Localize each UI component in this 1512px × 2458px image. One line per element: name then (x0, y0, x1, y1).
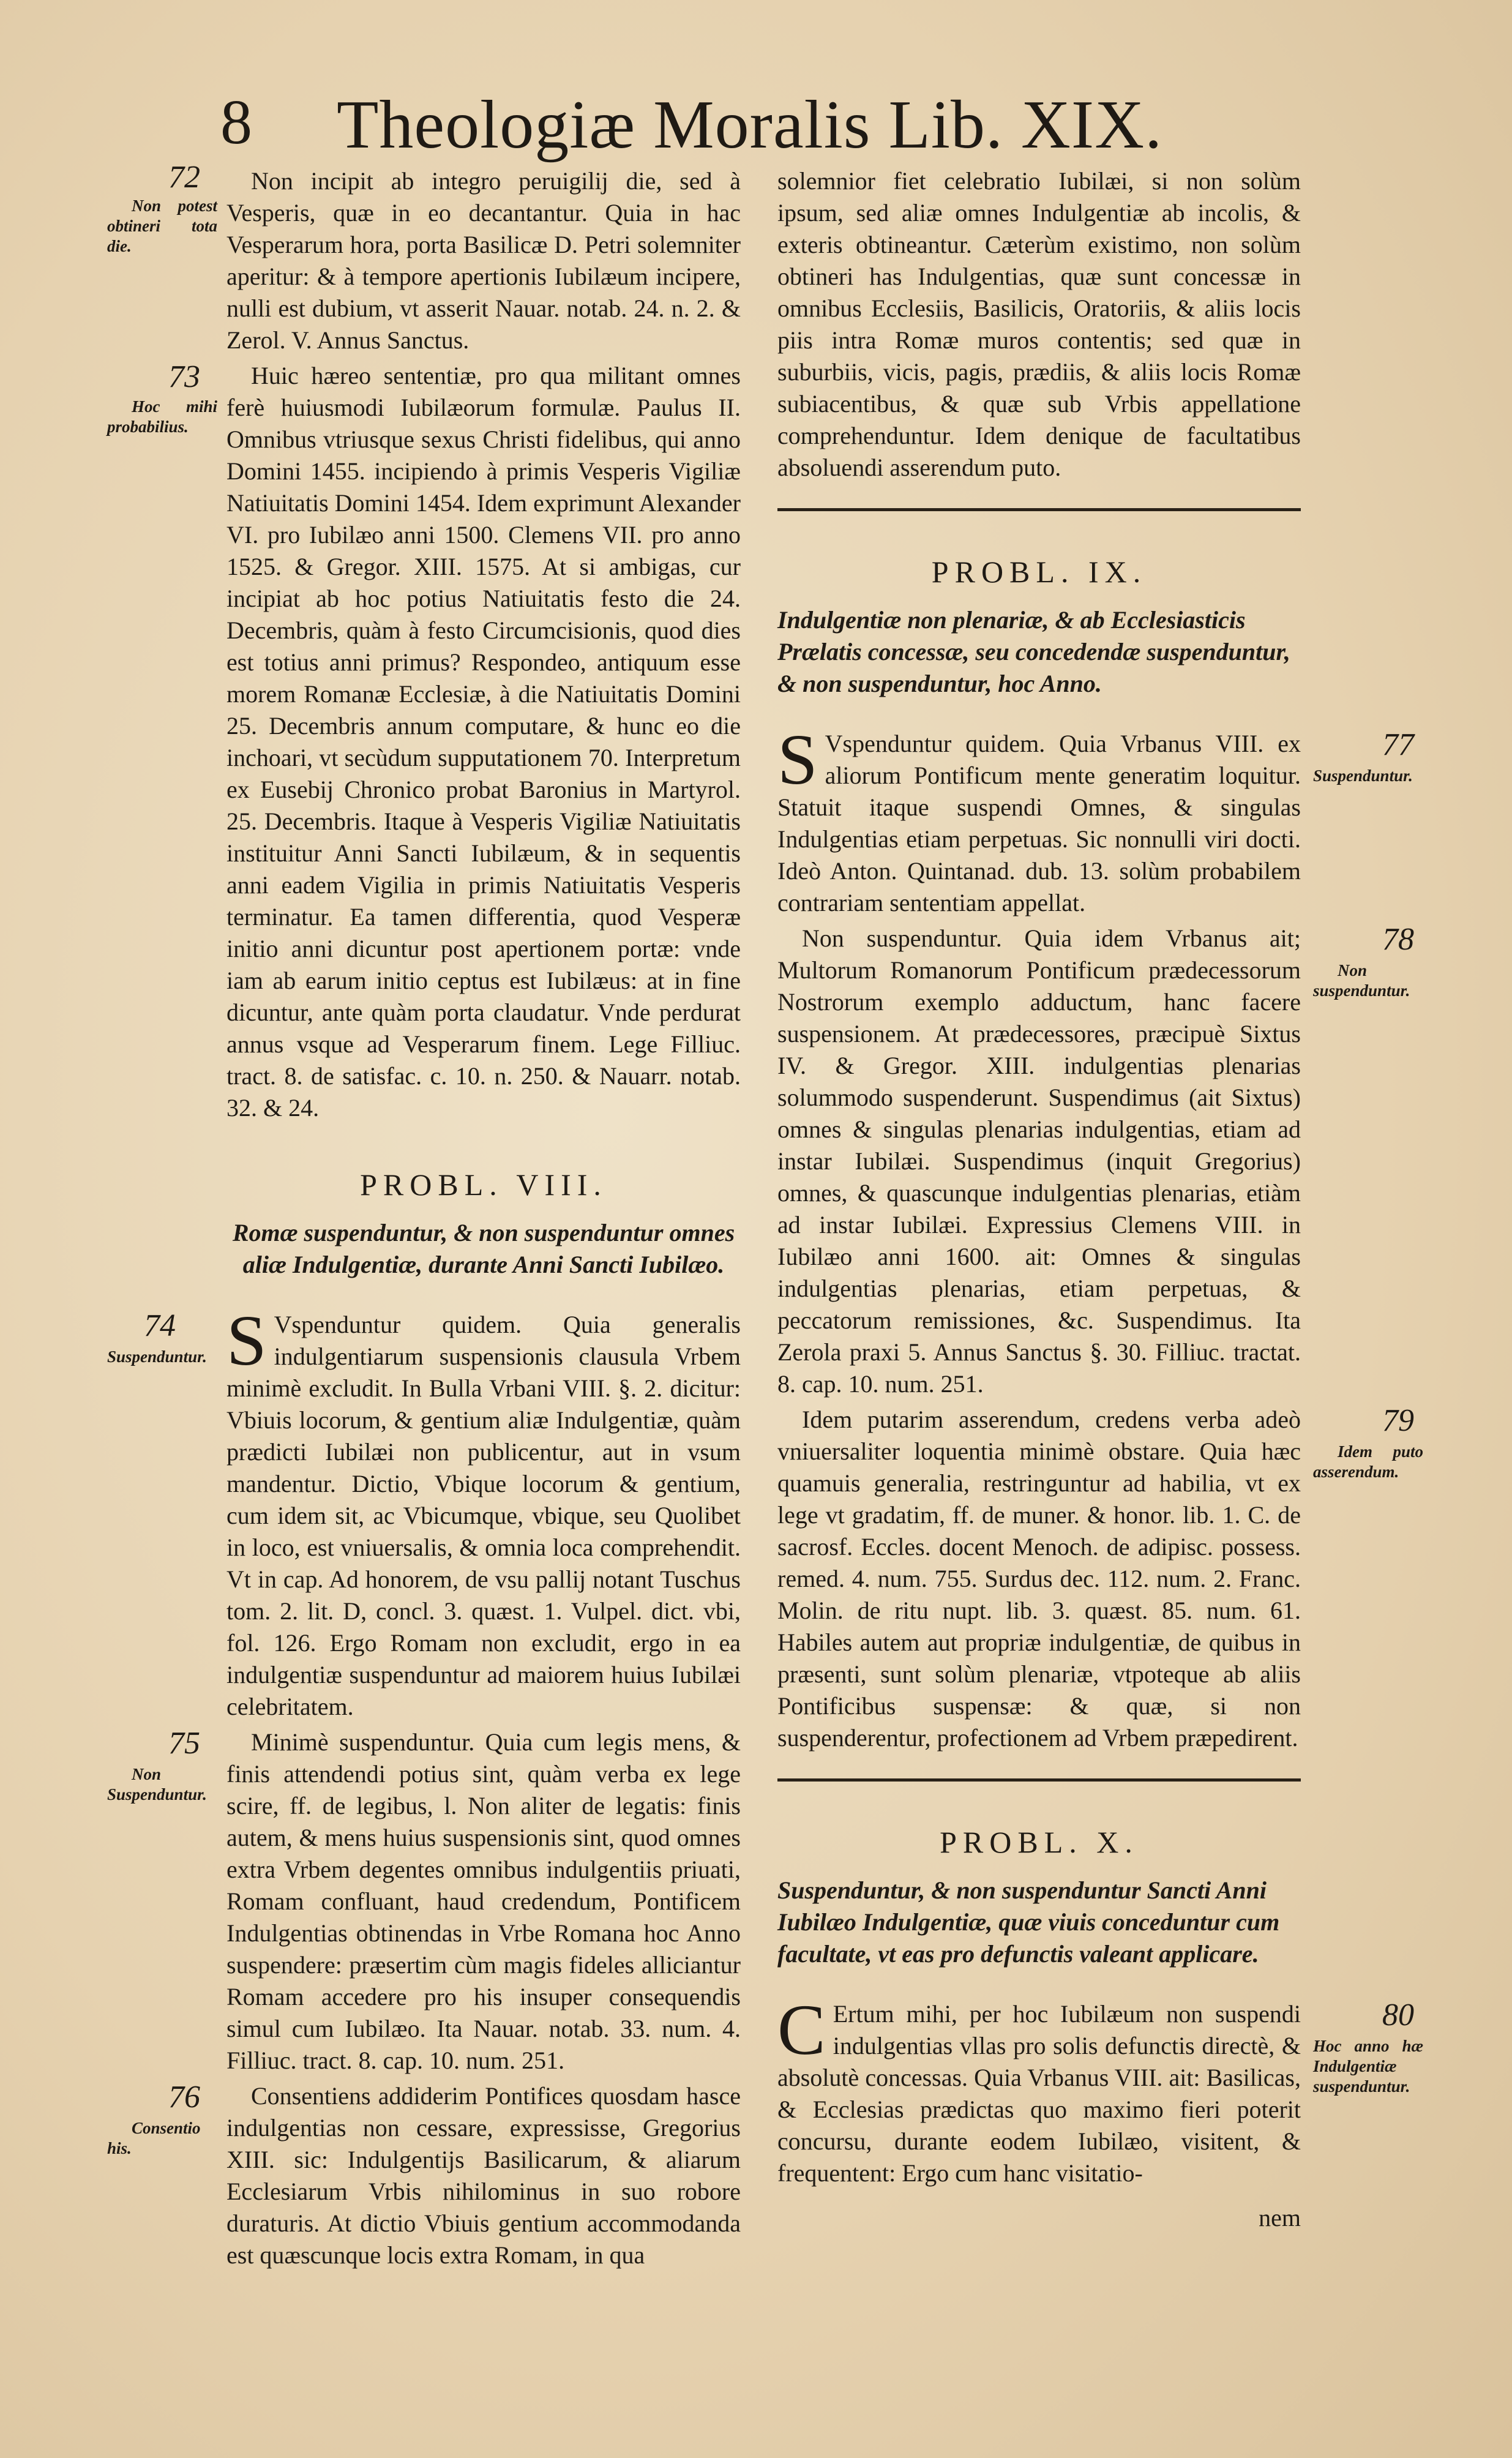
paragraph-text: Non incipit ab integro peruigilij die, sed à Vesperis, quæ in eo decantantur. Quia in hac Vesperarum hora, porta Basilicæ D. Petri solemniter aperitur: & à tempore apertionis Iubilæum incipere, nulli est dubium, vt asserit Nauar. notab. 24. n. 2. & Zerol. V. Annus Sanctus. (226, 167, 741, 354)
margin-number: 72 (168, 160, 200, 195)
running-header (220, 73, 1322, 165)
left-column (107, 160, 741, 2275)
paragraph-text: Non suspenduntur. Quia idem Vrbanus ait; Multorum Romanorum Pontificum prædecessorum Nostrorum exemplo adductum, hanc facere suspensionem. At prædecessores, præcipuè Sixtus IV. & Gregor. XIII. indulgentias plenarias solummodo suspenderunt. Suspendimus (ait Sixtus) omnes & singulas plenarias indulgentias, etiam ad instar Iubilæi. Suspendimus (inquit Gregorius) omnes, & quascunque indulgentias plenarias, etiàm ad instar Iubilæi. Expressius Clemens VIII. in Iubilæo anni 1600. ait: Omnes & singulas indulgentias plenarias, etiam perpetuas, & peccatorum remissiones, &c. Suspendimus. Ita Zerola praxi 5. Annus Sanctus §. 30. Filliuc. tractat. 8. cap. 10. num. 251. (777, 924, 1301, 1398)
margin-number: 80 (1382, 1998, 1414, 2033)
margin-note: Non Suspenduntur. (107, 1765, 207, 1804)
margin-note: Hoc mihi probabilius. (107, 397, 217, 436)
right-column (777, 165, 1423, 2231)
paragraph-text: Vspenduntur quidem. Quia Vrbanus VIII. ex aliorum Pontificum mente generatim loquitur. Statuit itaque suspendi Omnes, & singulas Indulgentias etiam perpetuas. Sic nonnulli viri docti. Ideò Anton. Quintanad. dub. 13. solùm probabilem contrariam sententiam appellat. (777, 730, 1301, 916)
paragraph-79 (777, 1403, 1423, 1754)
paragraph-text: Minimè suspenduntur. Quia cum legis mens, & finis attendendi potius sint, quàm verba ex lege scire, ff. de legibus, l. Non aliter de legatis: finis autem, & mens huius suspensionis sint, quod omnes extra Vrbem degentes omnibus indulgentiis priuati, Romam confluant, haud credendum, Pontificem Indulgentias obtinendas in Vrbe Romana hoc Anno suspendere: præsertim cùm magis fideles alliciantur Romam accedere pro his insuper consequendis simul cum Iubilæo. Ita Nauar. notab. 33. num. 4. Filliuc. tract. 8. cap. 10. num. 251. (226, 1728, 741, 2074)
paragraph-text: Idem putarim asserendum, credens verba adeò vniuersaliter loquentia minimè obstare. Quia hæc quamuis generalia, restringuntur ad habilia, vt ex lege vt gradatim, ff. de muner. & honor. lib. 1. C. de sacrosf. Eccles. docent Menoch. de adipisc. possess. remed. 4. num. 755. Surdus dec. 112. num. 2. Franc. Molin. de ritu nupt. lib. 3. quæst. 85. num. 61. Habiles autem aut propriæ indulgentiæ, de quibus in præsenti, sunt solùm plenariæ, vtpoteque ab aliis Pontificibus suspensæ: & quæ, si non suspenderentur, profectionem ad Vrbem præpedirent. (777, 1406, 1301, 1752)
paragraph-text: Consentiens addiderim Pontifices quosdam hasce indulgentias non cessare, expressisse, Gregorius XIII. sic: Indulgentijs Basilicarum, & aliarum Ecclesiarum Vrbis nihilominus in suo robore duraturis. At dictio Vbiuis gentium accommodanda est quæscunque locis extra Romam, in qua (226, 2082, 741, 2269)
paragraph-77 (777, 719, 1414, 919)
margin-note: Idem puto asserendum. (1313, 1442, 1423, 1481)
section-rule (777, 1778, 1301, 1782)
margin-note: Suspenduntur. (1313, 766, 1413, 785)
paragraph-continued: solemnior fiet celebratio Iubilæi, si non solùm ipsum, sed aliæ omnes Indulgentiæ ab incolis, & exteris obtineantur. Cæterùm existimo, non solùm obtineri has Indulgentias, quæ sunt concessæ in omnibus Ecclesiis, Basilicis, Oratoriis, & aliis locis piis intra Romæ muros contentis; sed quæ in suburbiis, vicis, pagis, prædiis, & aliis locis Romæ subiacentibus, & quæ sub Vrbis appellatione comprehenduntur. Idem denique de facultatibus absoluendi asserendum puto. (777, 167, 1301, 481)
paragraph-text: Vspenduntur quidem. Quia generalis indulgentiarum suspensionis clausula Vrbem minimè excludit. In Bulla Vrbani VIII. §. 2. dicitur: Vbiuis locorum, & gentium aliæ Indulgentiæ, quàm prædicti Iubilæi non publicentur, aut in vsum mandentur. Dictio, Vbique locorum & gentium, cum idem sit, ac Vbicumque, vbique, seu Quolibet in loco, est vniuersalis, & omnia loca comprehendit. Vt in cap. Ad honorem, de vsu pallij notant Tuschus tom. 2. lit. D, concl. 3. quæst. 1. Vulpel. dict. vbi, fol. 126. Ergo Romam non excludit, ergo in ea indulgentiæ suspenduntur ad maiorem huius Iubilæi celebritatem. (226, 1311, 741, 1720)
paragraph-78 (777, 922, 1414, 1400)
catchword: nem (1259, 2204, 1301, 2231)
margin-number: 76 (168, 2080, 200, 2115)
problem-heading: PROBL. IX. (931, 555, 1147, 589)
margin-number: 78 (1382, 922, 1414, 957)
problem-heading: PROBL. X. (940, 1825, 1139, 1859)
catchword-line (777, 2193, 1301, 2230)
margin-number: 75 (168, 1726, 200, 1761)
paragraph-text: Huic hæreo sententiæ, pro qua militant omnes ferè huiusmodi Iubilæorum formulæ. Paulus II. Omnibus vtriusque sexus Christi fidelibus, qui anno Domini 1455. incipiendo à primis Vesperis Vigiliæ Natiuitatis Domini 1454. Idem exprimunt Alexander VI. pro Iubilæo anni 1500. Clemens VII. pro anno 1525. & Gregor. XIII. 1575. At si ambigas, cur incipiat ab hoc potius Natiuitatis festo die 24. Decembris, quàm à festo Circumcisionis, quod dies est totius anni primus? Respondeo, antiquum esse morem Romanæ Ecclesiæ, à die Natiuitatis Domini 25. Decembris annum computare, & hunc eo die inchoari, vt secùdum supputationem 70. Interpretum ex Eusebij Chronico probat Baronius in Martyrol. 25. Decembris. Itaque à Vesperis Vigiliæ Natiuitatis instituitur Anni Sancti Iubilæum, & in sequentis anni eadem Vigilia in primis Natiuitatis Vesperis terminatur. Ea tamen differentia, quod Vesperæ initio anni dicuntur post apertionem portæ: vnde iam ab earum initio ceptus est Iubilæus: at in fine dicuntur, ante quàm porta claudatur. Vnde perdurat annus vsque ad Vesperarum finem. Lege Filliuc. tract. 8. de satisfac. c. 10. n. 250. & Nauarr. notab. 32. & 24. (226, 362, 741, 1122)
drop-cap: S (226, 1300, 267, 1381)
page-title: Theologiæ Moralis Lib. XIX. (337, 87, 1163, 163)
margin-note: Non potest obtineri tota die. (107, 197, 217, 255)
problem-subtitle: Romæ suspenduntur, & non suspenduntur omnes aliæ Indulgentiæ, durante Anni Sancti Iubilæo. (232, 1219, 735, 1278)
paragraph-76 (107, 2080, 741, 2271)
problem-heading: PROBL. VIII. (360, 1167, 607, 1202)
paragraph-74 (107, 1300, 741, 1723)
margin-note: Hoc anno hæ Indulgentiæ suspenduntur. (1313, 2037, 1423, 2096)
paragraph-text: Ertum mihi, per hoc Iubilæum non suspendi indulgentias vllas pro solis defunctis directè, & absolutè concessas. Quia Vrbanus VIII. ait: Basilicas, & Ecclesias prædictas quo maximo fieri poterit concursu, durante eodem Iubilæo, visitent, & frequentent: Ergo cum hanc visitatio- (777, 2000, 1301, 2187)
paragraph-80 (777, 1990, 1423, 2189)
paragraph-73 (107, 359, 741, 1124)
paragraph-75 (107, 1726, 741, 2077)
section-rule (777, 508, 1301, 511)
margin-number: 73 (168, 359, 200, 394)
margin-note: Consentio his. (107, 2119, 201, 2157)
margin-number: 79 (1382, 1403, 1414, 1438)
margin-number: 74 (144, 1308, 176, 1343)
margin-note: Suspenduntur. (107, 1347, 207, 1366)
page-number: 8 (220, 87, 252, 157)
drop-cap: C (777, 1990, 826, 2070)
problem-subtitle: Indulgentiæ non plenariæ, & ab Ecclesiasticis Prælatis concessæ, seu concedendæ suspenduntur, & non suspenduntur, hoc Anno. (777, 606, 1290, 697)
margin-number: 77 (1382, 727, 1414, 762)
drop-cap: S (777, 719, 818, 800)
paragraph-72 (107, 160, 741, 356)
margin-note: Non suspenduntur. (1313, 961, 1410, 1000)
problem-subtitle: Suspenduntur, & non suspenduntur Sancti Anni Iubilæo Indulgentiæ, quæ viuis conceduntur cum facultate, vt eas pro defunctis valeant applicare. (777, 1876, 1280, 1968)
